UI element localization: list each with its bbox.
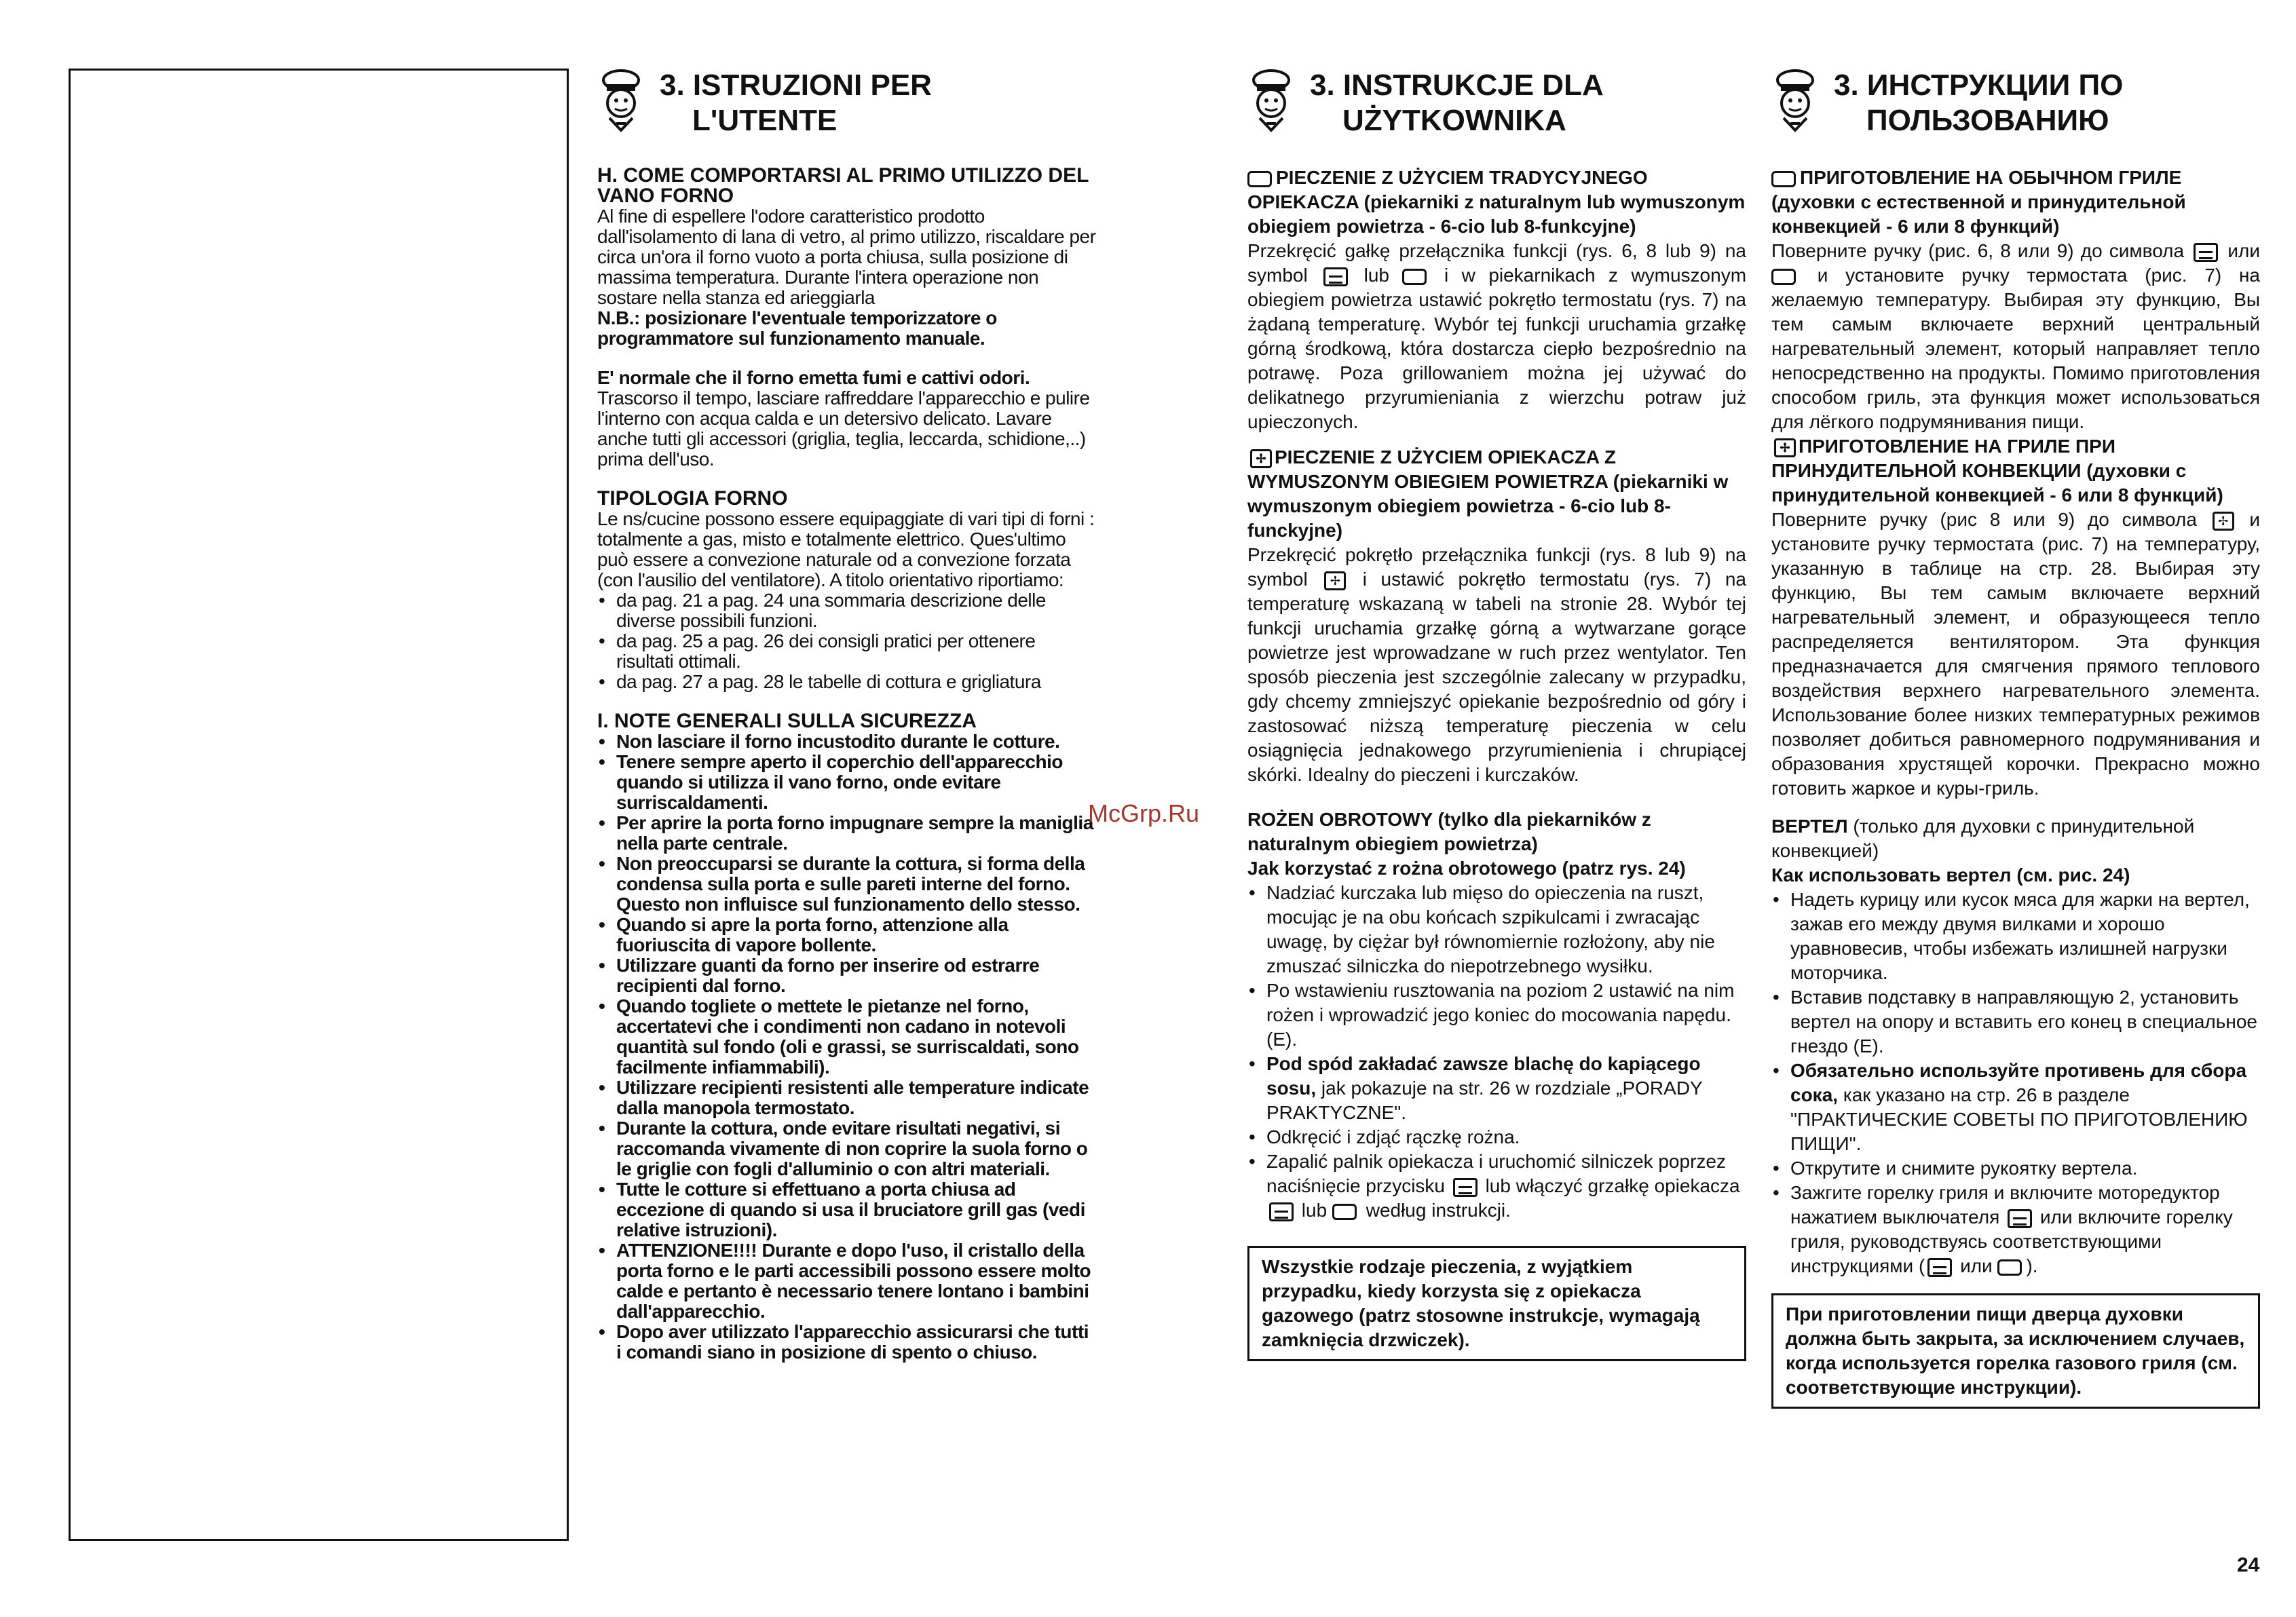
fan-grill-section-title: ✢ ПРИГОТОВЛЕНИЕ НА ГРИЛЕ ПРИ ПРИНУДИТЕЛЬНОЙ КОНВЕКЦИИ (духовки с принудительной конвекцией - 6 или 8 функций) — [1771, 436, 2223, 506]
list-item: • Открутите и снимите рукоятку вертела. — [1771, 1156, 2260, 1181]
list-item: • da pag. 21 a pag. 24 una sommaria descrizione delle diverse possibili funzioni. — [597, 590, 1096, 631]
rotisserie-switch-icon — [1453, 1178, 1478, 1197]
page-number: 24 — [2237, 1554, 2260, 1576]
section-title: 3. INSTRUKCJE DLA UŻYTKOWNIKA — [1310, 69, 1604, 137]
tipologia-text: Le ns/cucine possono essere equipaggiate di vari tipi di forni : totalmente a gas, misto e totalmente elettrico. Ques'ultimo può essere a convezione naturale od a convezione forzata (con l'ausilio del ventilatore). A titolo orientativo riportiamo: — [597, 508, 1095, 590]
grill-box-icon — [1997, 1259, 2022, 1276]
rotisserie-title: ВЕРТЕЛ (только для духовки с принудительной конвекцией) — [1771, 816, 2195, 861]
chef-icon — [597, 68, 645, 132]
grill-section-title: PIECZENIE Z UŻYCIEM TRADYCYJNEGO OPIEKACZA (piekarniki z naturalnym lub wymuszonym obiegiem powietrza - 6-cio lub 8-funkcyjne) — [1247, 167, 1746, 237]
section-h-title: H. COME COMPORTARSI AL PRIMO UTILIZZO DEL VANO FORNO — [597, 164, 1089, 207]
grill-box-icon — [1247, 171, 1272, 187]
grill-section-text: Поверните ручку (рис. 6, 8 или 9) до символа или и установите ручку термостата (рис. 7) на желаемую температуру. Выбирая эту функцию, Вы тем самым включаете верхний центральный нагревательный элемент, который направляет тепло непосредственно на продукты. Помимо приготовления способом гриль, эта функция может использоваться для лёгкого подрумянивания пищи. — [1771, 240, 2261, 432]
list-item: • Обязательно используйте противень для сбора сока, как указано на стр. 26 в разделе "ПРАКТИЧЕСКИЕ СОВЕТЫ ПО ПРИГОТОВЛЕНИЮ ПИЩИ". — [1771, 1059, 2260, 1156]
list-item: • da pag. 27 a pag. 28 le tabelle di cottura e grigliatura — [597, 672, 1096, 692]
rotisserie-title: ROŻEN OBROTOWY (tylko dla piekarników z naturalnym obiegiem powietrza) — [1247, 809, 1651, 854]
watermark: McGrp.Ru — [1088, 799, 1200, 827]
grill-element-icon — [1269, 1202, 1294, 1221]
chef-icon — [1247, 68, 1295, 132]
fan-grill-icon: ✢ — [1324, 571, 1346, 590]
list-item: • Вставив подставку в направляющую 2, установить вертел на опору и вставить его конец в специальное гнездо (E). — [1771, 985, 2260, 1059]
polish-column — [1247, 68, 1746, 1361]
rotisserie-list — [1771, 888, 2260, 1278]
chef-icon — [1771, 68, 1819, 132]
grill-box-icon — [1402, 269, 1427, 285]
list-item: • Зажгите горелку гриля и включите моторедуктор нажатием выключателя или включите горелку гриля, руководствуясь соответствующими инструкциями ( или ). — [1771, 1181, 2260, 1278]
section-h-text: Al fine di espellere l'odore caratteristico prodotto dall'isolamento di lana di vetro, al primo utilizzo, riscaldare per circa un'ora il forno vuoto a porta chiusa, sulla posizione di massima temperatura. Durante l'intera operazione non sostare nella stanza ed arieggiarla — [597, 206, 1096, 308]
list-item: • Pod spód zakładać zawsze blachę do kapiącego sosu, jak pokazuje na str. 26 w rozdziale „PORADY PRAKTYCZNE". — [1247, 1052, 1746, 1125]
rotisserie-subtitle: Как использовать вертел (см. рис. 24) — [1771, 864, 2130, 886]
list-item: • Quando si apre la porta forno, attenzione alla fuoriuscita di vapore bollente. — [597, 915, 1096, 955]
grill-section-text: Przekręcić gałkę przełącznika funkcji (rys. 6, 8 lub 9) na symbol lub i w piekarnikach z wymuszonym obiegiem powietrza ustawić pokrętło termostatu (rys. 7) na żądaną temperaturę. Wybór tej funkcji uruchamia grzałkę górną środkową, która dostarcza ciepło bezpośrednio na potrawę. Poza grillowaniem można jej używać do delikatnego przyrumieniania z wierzchu potraw już upieczonych. — [1247, 240, 1747, 432]
list-item: • Tutte le cotture si effettuano a porta chiusa ad eccezione di quando si usa il bruciatore grill gas (vedi relative istruzioni). — [597, 1179, 1096, 1240]
grill-box-icon — [1332, 1204, 1357, 1220]
list-item: • Zapalić palnik opiekacza i uruchomić silniczek poprzez naciśnięcie przycisku lub włączyć grzałkę opiekacza lub według instrukcji. — [1247, 1149, 1746, 1223]
list-item: • Per aprire la porta forno impugnare sempre la maniglia nella parte centrale. — [597, 813, 1096, 854]
fan-grill-icon: ✢ — [1250, 449, 1272, 468]
grill-box-icon — [1771, 269, 1796, 285]
fan-grill-icon: ✢ — [2213, 512, 2234, 531]
grill-box-icon — [1771, 171, 1796, 187]
blank-page-frame — [69, 69, 569, 1541]
section-i-title: I. NOTE GENERALI SULLA SICUREZZA — [597, 710, 977, 732]
list-item: • Nadziać kurczaka lub mięso do opieczenia na ruszt, mocując je na obu końcach szpikulcami i zwracając uwagę, by ciężar był równomiernie rozłożony, aby nie zmuszać silniczka do niepotrzebnego wysiłku. — [1247, 881, 1746, 978]
list-item: • Odkręcić i zdjąć rączkę rożna. — [1247, 1125, 1746, 1149]
list-item: • ATTENZIONE!!!! Durante e dopo l'uso, il cristallo della porta forno e le parti accessibili possono essere molto calde e pertanto è necessario tenere lontano i bambini dall'apparecchio. — [597, 1240, 1096, 1322]
safety-list — [597, 731, 1096, 1363]
polish-header — [1247, 68, 1746, 138]
fan-grill-section-title: ✢ PIECZENIE Z UŻYCIEM OPIEKACZA Z WYMUSZONYM OBIEGIEM POWIETRZA (piekarniki w wymuszonym obiegiem powietrza - 6-cio lub 8-funckyjne) — [1247, 446, 1729, 541]
russian-note-box: При приготовлении пищи дверца духовки должна быть закрыта, за исключением случаев, когда используется горелка газового гриля (см. соответствующие инструкции). — [1771, 1293, 2260, 1409]
rotisserie-subtitle: Jak korzystać z rożna obrotowego (patrz rys. 24) — [1247, 858, 1686, 879]
russian-column — [1771, 68, 2260, 1409]
list-item: • Utilizzare recipienti resistenti alle temperature indicate dalla manopola termostato. — [597, 1078, 1096, 1118]
grill-element-icon — [2194, 243, 2218, 262]
russian-header — [1771, 68, 2260, 138]
list-item: • Non preoccuparsi se durante la cottura, si forma della condensa sulla porta e sulle pareti interne del forno. Questo non influisce sul funzionamento dello stesso. — [597, 854, 1096, 915]
fan-grill-section-text: Przekręcić pokrętło przełącznika funkcji (rys. 8 lub 9) na symbol ✢ i ustawić pokrętło termostatu (rys. 7) na temperaturę wskazaną w tabeli na stronie 28. Wybór tej funkcji uruchamia grzałkę górną a wytwarzane gorące powietrze jest wprowadzane w ruch przez wentylator. Ten sposób pieczenia jest szczególnie zalecany w przypadku, gdy chcemy zmniejszyć opiekanie bezpośrednio od góry i zastosować niższą temperaturę pieczenia w celu osiągnięcia jednakowego przyrumienienia i chrupiącej skórki. Idealny do pieczeni i kurczaków. — [1247, 544, 1746, 785]
list-item: • Durante la cottura, onde evitare risultati negativi, si raccomanda vivamente di non coprire la suola forno o le griglie con fogli d'alluminio o con altri materiali. — [597, 1118, 1096, 1179]
grill-element-icon — [1323, 267, 1348, 286]
section-title: 3. ИНСТРУКЦИИ ПО ПОЛЬЗОВАНИЮ — [1834, 69, 2124, 137]
rotisserie-switch-icon — [2008, 1209, 2032, 1228]
rotisserie-list — [1247, 881, 1746, 1223]
italian-header — [597, 68, 1096, 138]
grill-section-title: ПРИГОТОВЛЕНИЕ НА ОБЫЧНОМ ГРИЛЕ (духовки с естественной и принудительной конвекцией - 6 или 8 функций) — [1771, 167, 2186, 237]
section-title: 3. ISTRUZIONI PER L'UTENTE — [660, 69, 932, 137]
list-item: • Quando togliete o mettete le pietanze nel forno, accertatevi che i condimenti non cadano in notevoli quantità sul fondo (oli e grassi, se surriscaldati, sono facilmente infiammabili). — [597, 996, 1096, 1078]
tipologia-title: TIPOLOGIA FORNO — [597, 487, 788, 510]
polish-note-box: Wszystkie rodzaje pieczenia, z wyjątkiem przypadku, kiedy korzysta się z opiekacza gazowego (patrz stosowne instrukcje, wymagają zamknięcia drzwiczek). — [1247, 1246, 1746, 1361]
list-item: • Po wstawieniu rusztowania na poziom 2 ustawić na nim rożen i wprowadzić jego koniec do mocowania napędu. (E). — [1247, 978, 1746, 1052]
section-h-note: N.B.: posizionare l'eventuale temporizzatore o programmatore sul funzionamento manuale. — [597, 307, 997, 349]
list-item: • Надеть курицу или кусок мяса для жарки на вертел, зажав его между двумя вилками и хорошо уравновесив, чтобы избежать излишней нагрузки моторчика. — [1771, 888, 2260, 985]
list-item: • da pag. 25 a pag. 26 dei consigli pratici per ottenere risultati ottimali. — [597, 631, 1096, 672]
italian-column — [597, 68, 1096, 1363]
list-item: • Utilizzare guanti da forno per inserire od estrarre recipienti dal forno. — [597, 955, 1096, 996]
fan-grill-section-text: Поверните ручку (рис 8 или 9) до символа ✢ и установите ручку термостата (рис. 7) на температуру, указанную в таблице на стр. 28. Выбирая эту функцию, Вы тем самым включаете верхний нагревательный элемент, и образующееся тепло распределяется вентилятором. Эта функция предназначается для смягчения прямого теплового воздействия верхнего нагревательного элемента. Использование более низких температурных режимов позволяет добиться равномерного подрумянивания и образования хрустящей корочки. Прекрасно можно готовить жаркое и куры-гриль. — [1771, 509, 2261, 799]
fumi-paragraph: E' normale che il forno emetta fumi e cattivi odori. Trascorso il tempo, lasciare raffreddare l'apparecchio e pulire l'interno con acqua calda e un detersivo delicato. Lavare anche tutti gli accessori (griglia, teglia, leccarda, schidione,..) prima dell'uso. — [597, 367, 1090, 470]
list-item: • Dopo aver utilizzato l'apparecchio assicurarsi che tutti i comandi siano in posizione di spento o chiuso. — [597, 1322, 1096, 1363]
fan-grill-icon: ✢ — [1774, 438, 1796, 457]
tipologia-list — [597, 590, 1096, 692]
list-item: • Non lasciare il forno incustodito durante le cotture. — [597, 731, 1096, 752]
list-item: • Tenere sempre aperto il coperchio dell'apparecchio quando si utilizza il vano forno, onde evitare surriscaldamenti. — [597, 752, 1096, 813]
grill-element-icon — [1927, 1258, 1952, 1277]
